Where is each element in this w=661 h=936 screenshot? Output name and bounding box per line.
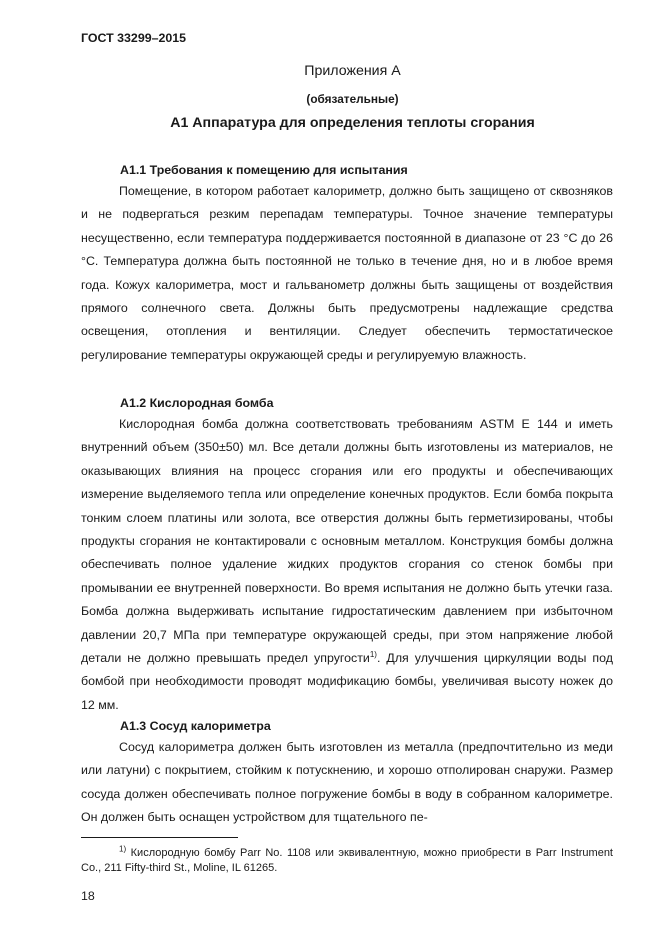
footnote — [81, 846, 613, 876]
appendix-heading: А1 Аппаратура для определения теплоты сгорания — [170, 115, 535, 131]
section-text-a1-3: Сосуд калориметра должен быть изготовлен из металла (предпочтительно из меди или латуни) с покрытием, стойким к потускнению, и хорошо отполирован снаружи. Размер сосуда должен обеспечивать полное погружение бомбы в воду в собранном калориметре. Он должен быть оснащен устройством для тщательного пе- — [81, 740, 613, 825]
appendix-status: (обязательные) — [306, 92, 399, 106]
section-text-a1-2 — [81, 413, 613, 717]
footnote-reference: 1) — [369, 649, 377, 659]
section-heading-a1-3: А1.3 Сосуд калориметра — [120, 719, 271, 733]
section-heading-a1-2: А1.2 Кислородная бомба — [120, 396, 274, 410]
section-text-a1-2-tail: . Для улучшения циркуляции воды под бомбой при необходимости проводят модификацию бомбы, увеличивая высоту ножек до 12 мм. — [81, 651, 613, 712]
footnote-text: Кислородную бомбу Parr No. 1108 или эквивалентную, можно приобрести в Parr Instrument Co., 211 Fifty-third St., Moline, IL 61265. — [81, 847, 613, 874]
footnote-separator — [81, 837, 238, 838]
section-text-a1-1: Помещение, в котором работает калориметр, должно быть защищено от сквозняков и не подвергаться резким перепадам температуры. Точное значение температуры несущественно, если температура поддерживается постоянной в диапазоне от 23 °С до 26 °С. Температура должна быть постоянной не только в течение дня, но и в любое время года. Кожух калориметра, мост и гальванометр должны быть защищены от воздействия прямого солнечного света. Должны быть предусмотрены надлежащие средства освещения, отопления и вентиляции. Следует обеспечить термостатическое регулирование температуры окружающей среды и регулируемую влажность. — [81, 184, 613, 362]
section-heading-a1-1: А1.1 Требования к помещению для испытания — [120, 163, 408, 177]
footnote-mark: 1) — [119, 844, 127, 854]
document-header: ГОСТ 33299–2015 — [81, 31, 187, 45]
section-text-a1-2-main: Кислородная бомба должна соответствовать требованиям ASTM E 144 и иметь внутренний объем (350±50) мл. Все детали должны быть изготовлены из материалов, не оказывающих влияния на процесс сгорания или его продукты и обеспечивающих измерение выделяемого тепла или определение конечных продуктов. Если бомба покрыта тонким слоем платины или золота, все отверстия должны быть герметизированы, чтобы продукты сгорания не контактировали с основным металлом. Конструкция бомбы должна обеспечивать полное удаление жидких продуктов сгорания со стенок бомбы при промывании ее внутренней поверхности. Во время испытания не должно быть утечки газа. Бомба должна выдерживать испытание гидростатическим давлением при избыточном давлении 20,7 МПа при температуре окружающей среды, при этом напряжение любой детали не должно превышать предел упругости — [81, 417, 613, 666]
page-number: 18 — [81, 889, 95, 903]
appendix-title: Приложения А — [304, 63, 401, 79]
